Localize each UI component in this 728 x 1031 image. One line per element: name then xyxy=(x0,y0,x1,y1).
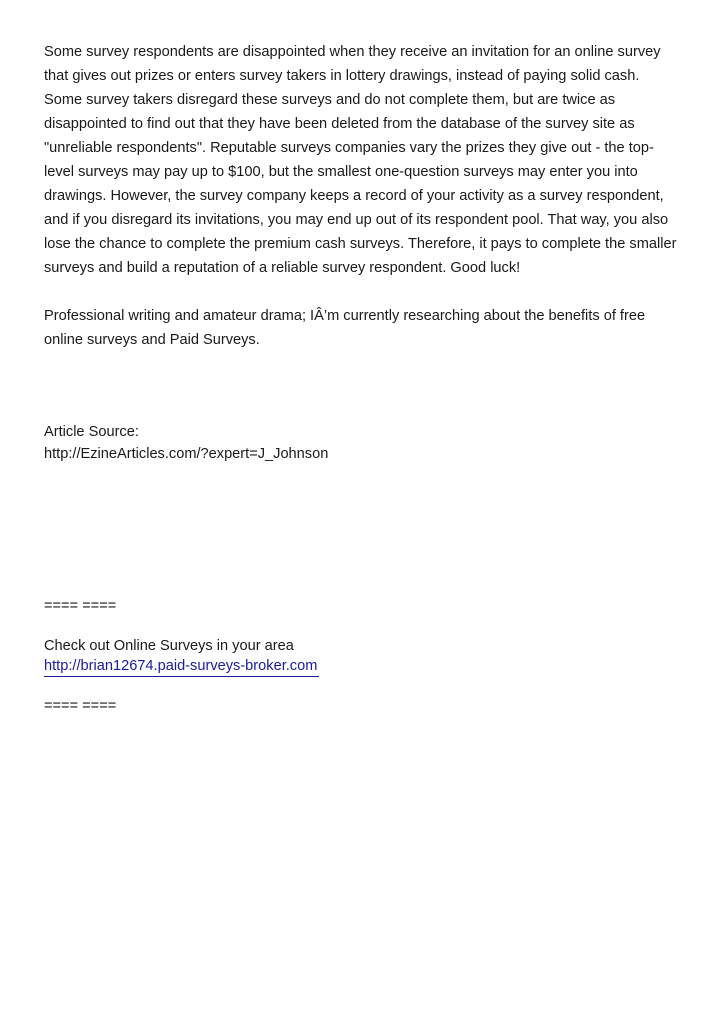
paragraph-line: drawings. However, the survey company keeps a record of your activity as a survey respondent, xyxy=(44,188,664,204)
paragraph-line: and if you disregard its invitations, you may end up out of its respondent pool. That way, you also xyxy=(44,212,669,228)
cta-link-row xyxy=(44,656,317,676)
source-label: Article Source: xyxy=(44,424,139,440)
paragraph-line: lose the chance to complete the premium cash surveys. Therefore, it pays to complete the smaller xyxy=(44,236,677,252)
separator-bottom: ==== ==== xyxy=(44,698,117,714)
source-url: http://EzineArticles.com/?expert=J_Johnson xyxy=(44,446,329,462)
cta-link[interactable]: http://brian12674.paid-surveys-broker.com xyxy=(44,658,318,674)
cta-link-underline xyxy=(44,676,319,677)
paragraph-line: level surveys may pay up to $100, but the smallest one-question surveys may enter you into xyxy=(44,164,638,180)
paragraph-line: surveys and build a reputation of a reliable survey respondent. Good luck! xyxy=(44,260,521,276)
bio-line: Professional writing and amateur drama; IÂ’m currently researching about the benefits of free xyxy=(44,308,646,324)
cta-text: Check out Online Surveys in your area xyxy=(44,638,294,654)
paragraph-line: disappointed to find out that they have been deleted from the database of the survey site as xyxy=(44,116,635,132)
bio-line: online surveys and Paid Surveys. xyxy=(44,332,260,348)
separator-top: ==== ==== xyxy=(44,598,117,614)
paragraph-line: that gives out prizes or enters survey takers in lottery drawings, instead of paying solid cash. xyxy=(44,68,640,84)
paragraph-line: Some survey takers disregard these surveys and do not complete them, but are twice as xyxy=(44,92,616,108)
paragraph-line: Some survey respondents are disappointed when they receive an invitation for an online survey xyxy=(44,44,661,60)
paragraph-line: "unreliable respondents". Reputable surveys companies vary the prizes they give out - the top- xyxy=(44,140,654,156)
